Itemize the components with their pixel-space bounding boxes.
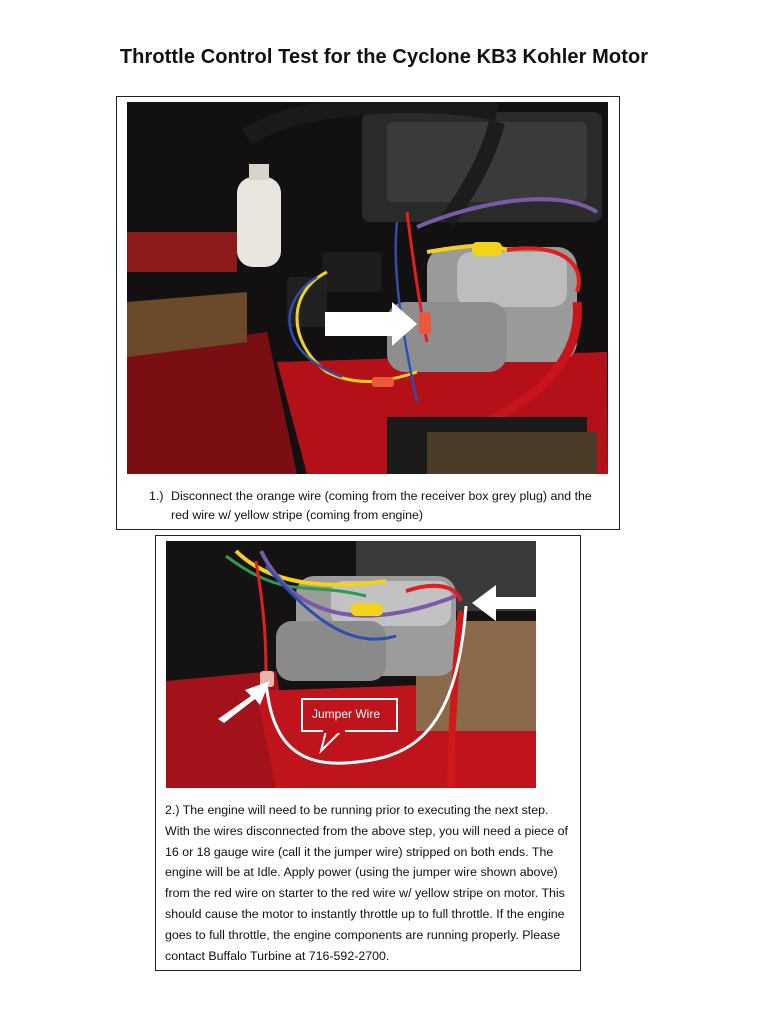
step2-text: 2.) The engine will need to be running prior to executing the next step. With the wires disconnected from the above step, you will need a piece of 16 or 18 gauge wire (call it the jumper wire) stripped on both ends. The engine will be at Idle. Apply power (using the jumper wire shown above) from the red wire on starter to the red wire w/ yellow stripe on motor. This should cause the motor to instantly throttle up to full throttle. If the engine goes to full throttle, the engine components are running properly. Please contact Buffalo Turbine at 716-592-2700. [165, 803, 568, 963]
engine-wiring-photo-1 [127, 102, 608, 474]
step1-number: 1.) [149, 489, 164, 503]
step1-text: Disconnect the orange wire (coming from the receiver box grey plug) and the red wire w/ yellow stripe (coming from engine) [171, 489, 592, 522]
jumper-wire-label: Jumper Wire [312, 707, 381, 721]
step2-panel [155, 535, 581, 971]
step1-panel [116, 96, 620, 530]
engine-wiring-photo-2 [166, 541, 536, 788]
step1-caption [149, 487, 609, 525]
page-title: Throttle Control Test for the Cyclone KB3 Kohler Motor [119, 46, 649, 68]
engine-photo-2-illustration [166, 541, 536, 788]
engine-photo-1-illustration [127, 102, 608, 474]
